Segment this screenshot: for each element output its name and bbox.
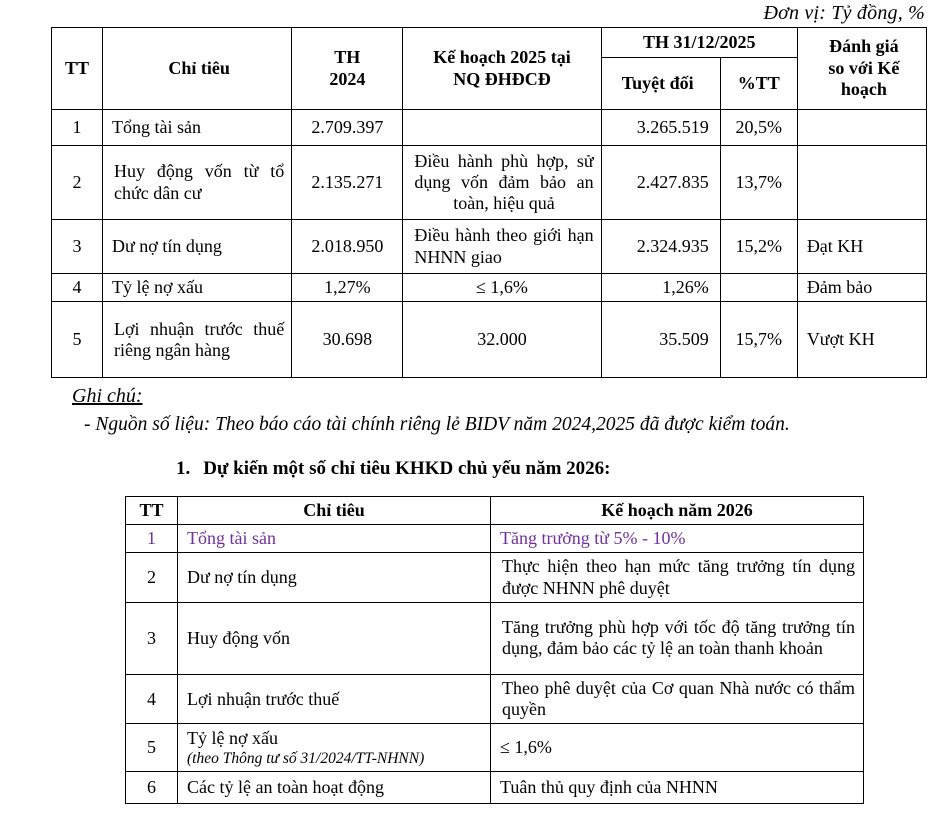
- cell-indicator: Lợi nhuận trước thuế: [178, 674, 491, 723]
- table-header-row: [126, 497, 864, 525]
- table-row: [52, 146, 927, 220]
- cell-pct: 20,5%: [720, 110, 797, 146]
- cell-absolute: 2.427.835: [601, 146, 720, 220]
- cell-indicator: Dư nợ tín dụng: [178, 553, 491, 602]
- cell-plan: ≤ 1,6%: [491, 724, 864, 772]
- table-row: [52, 220, 927, 274]
- plan-2026-table: [125, 496, 864, 804]
- header-th-2024-line2: 2024: [329, 68, 366, 89]
- cell-indicator: Tổng tài sản: [103, 110, 292, 146]
- section-title: Dự kiến một số chỉ tiêu KHKD chủ yếu năm 2026:: [203, 458, 611, 479]
- header-indicator: Chỉ tiêu: [178, 497, 491, 525]
- header-evaluation-line1: Đánh giá: [829, 36, 899, 57]
- cell-indicator-subnote: (theo Thông tư số 31/2024/TT-NHNN): [187, 749, 425, 767]
- cell-plan-2025: [403, 110, 601, 146]
- cell-tt: 1: [52, 110, 103, 146]
- notes-section: [72, 385, 922, 436]
- header-tt: TT: [52, 28, 103, 110]
- cell-indicator: Huy động vốn: [178, 602, 491, 674]
- cell-absolute: 35.509: [601, 302, 720, 378]
- notes-title: Ghi chú:: [72, 385, 143, 407]
- cell-th-2024: 2.135.271: [292, 146, 403, 220]
- business-results-table-container: [51, 27, 927, 378]
- cell-plan-2025: 32.000: [403, 302, 601, 378]
- cell-absolute: 1,26%: [601, 274, 720, 302]
- table-row: [126, 553, 864, 602]
- cell-th-2024: 30.698: [292, 302, 403, 378]
- table-row: [52, 110, 927, 146]
- cell-indicator: Huy động vốn từ tổ chức dân cư: [103, 146, 292, 220]
- cell-pct: 15,2%: [720, 220, 797, 274]
- cell-th-2024: 2.018.950: [292, 220, 403, 274]
- cell-evaluation: Vượt KH: [797, 302, 926, 378]
- cell-pct: 15,7%: [720, 302, 797, 378]
- cell-tt: 5: [52, 302, 103, 378]
- table-row: [126, 724, 864, 772]
- table-header-row-top: [52, 28, 927, 58]
- cell-pct: 13,7%: [720, 146, 797, 220]
- table-row: [52, 274, 927, 302]
- header-indicator: Chỉ tiêu: [103, 28, 292, 110]
- cell-plan-2025: ≤ 1,6%: [403, 274, 601, 302]
- table-row: [126, 772, 864, 804]
- cell-th-2024: 2.709.397: [292, 110, 403, 146]
- table-row: [126, 674, 864, 723]
- cell-indicator: Các tỷ lệ an toàn hoạt động: [178, 772, 491, 804]
- notes-source-line: - Nguồn số liệu: Theo báo cáo tài chính riêng lẻ BIDV năm 2024,2025 đã được kiểm toán.: [84, 414, 790, 435]
- cell-th-2024: 1,27%: [292, 274, 403, 302]
- cell-indicator: Lợi nhuận trước thuế riêng ngân hàng: [103, 302, 292, 378]
- header-absolute: Tuyệt đối: [601, 58, 720, 110]
- cell-indicator: Tổng tài sản: [178, 525, 491, 553]
- section-number: 1.: [176, 458, 191, 479]
- cell-absolute: 2.324.935: [601, 220, 720, 274]
- cell-plan: Tăng trưởng từ 5% - 10%: [491, 525, 864, 553]
- header-plan-2025-line2: NQ ĐHĐCĐ: [453, 68, 551, 89]
- header-evaluation-line2: so với Kế: [828, 57, 900, 78]
- header-th-2024-line1: TH: [334, 46, 361, 67]
- cell-plan-2025: Điều hành phù hợp, sử dụng vốn đảm bảo an toàn, hiệu quả: [403, 146, 601, 220]
- cell-tt: 3: [52, 220, 103, 274]
- cell-indicator: [178, 724, 491, 772]
- section-heading: [176, 458, 611, 480]
- header-pct-growth: %TT: [720, 58, 797, 110]
- cell-tt: 2: [52, 146, 103, 220]
- cell-plan: Theo phê duyệt của Cơ quan Nhà nước có thẩm quyền: [491, 674, 864, 723]
- header-plan-2026: Kế hoạch năm 2026: [491, 497, 864, 525]
- header-tt: TT: [126, 497, 178, 525]
- cell-plan: Tăng trưởng phù hợp với tốc độ tăng trưởng tín dụng, đảm bảo các tỷ lệ an toàn thanh khoản: [491, 602, 864, 674]
- cell-indicator: Dư nợ tín dụng: [103, 220, 292, 274]
- cell-evaluation: [797, 110, 926, 146]
- header-evaluation-line3: hoạch: [840, 79, 887, 100]
- plan-2026-table-container: [125, 496, 863, 804]
- table-row: [126, 602, 864, 674]
- cell-plan: Tuân thủ quy định của NHNN: [491, 772, 864, 804]
- cell-tt: 1: [126, 525, 178, 553]
- cell-tt: 6: [126, 772, 178, 804]
- header-th-group: TH 31/12/2025: [601, 28, 797, 58]
- table-row: [126, 525, 864, 553]
- cell-tt: 4: [126, 674, 178, 723]
- business-results-table: [51, 27, 927, 378]
- cell-indicator: Tỷ lệ nợ xấu: [103, 274, 292, 302]
- cell-evaluation: Đạt KH: [797, 220, 926, 274]
- cell-evaluation: [797, 146, 926, 220]
- table-row: [52, 302, 927, 378]
- header-plan-2025-line1: Kế hoạch 2025 tại: [433, 46, 571, 67]
- cell-indicator-main: Tỷ lệ nợ xấu: [187, 728, 278, 749]
- cell-tt: 4: [52, 274, 103, 302]
- cell-tt: 2: [126, 553, 178, 602]
- cell-tt: 3: [126, 602, 178, 674]
- cell-pct: [720, 274, 797, 302]
- unit-note: Đơn vị: Tỷ đồng, %: [763, 2, 925, 24]
- cell-plan-2025: Điều hành theo giới hạn NHNN giao: [403, 220, 601, 274]
- cell-evaluation: Đảm bảo: [797, 274, 926, 302]
- header-plan-2025: [403, 28, 601, 110]
- cell-plan: Thực hiện theo hạn mức tăng trưởng tín dụng được NHNN phê duyệt: [491, 553, 864, 602]
- cell-tt: 5: [126, 724, 178, 772]
- cell-absolute: 3.265.519: [601, 110, 720, 146]
- header-th-2024: [292, 28, 403, 110]
- header-evaluation: [797, 28, 926, 110]
